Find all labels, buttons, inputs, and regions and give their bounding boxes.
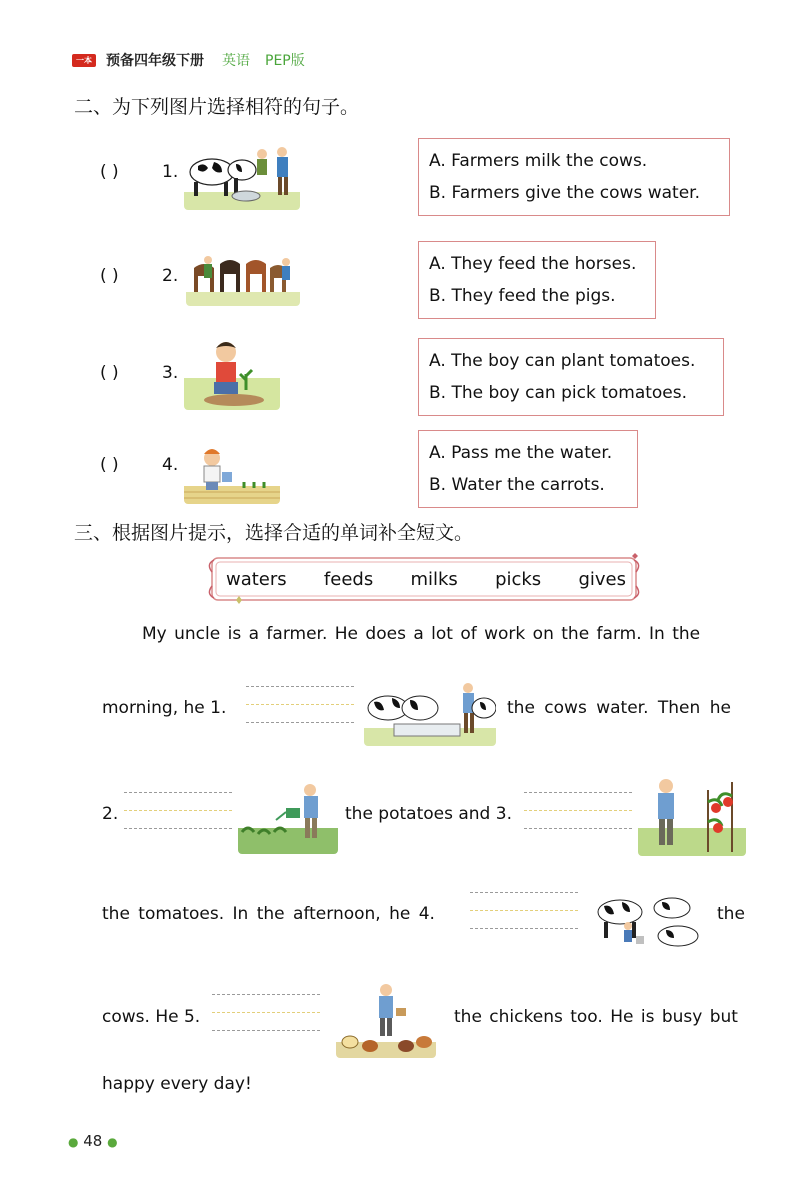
options-box-2 bbox=[418, 241, 656, 319]
passage-line-3b: the potatoes and 3. bbox=[345, 804, 512, 824]
word-bank bbox=[206, 552, 642, 606]
edition-label: PEP版 bbox=[265, 53, 305, 69]
blank-3[interactable] bbox=[524, 792, 632, 828]
blank-1[interactable] bbox=[246, 686, 354, 722]
blank-5[interactable] bbox=[212, 994, 320, 1030]
page-number bbox=[68, 1132, 118, 1150]
cows-water-scene-icon bbox=[184, 140, 300, 210]
options-box-4 bbox=[418, 430, 638, 508]
picking-tomatoes-scene-icon bbox=[638, 772, 746, 856]
cows-trough-scene-icon bbox=[364, 680, 496, 746]
option-1b[interactable]: B. Farmers give the cows water. bbox=[429, 183, 700, 203]
book-title: 预备四年级下册 bbox=[106, 53, 204, 69]
question-number-2: 2. bbox=[162, 266, 179, 286]
option-1a[interactable]: A. Farmers milk the cows. bbox=[429, 151, 648, 171]
answer-paren-4[interactable]: ( ) bbox=[100, 455, 119, 475]
blank-2[interactable] bbox=[124, 792, 232, 828]
passage-line-2b: the cows water. Then he bbox=[507, 698, 731, 718]
passage-line-5a: cows. He 5. bbox=[102, 1007, 201, 1027]
question-number-1: 1. bbox=[162, 162, 179, 182]
word-bank-item[interactable]: picks bbox=[495, 569, 542, 590]
answer-paren-1[interactable]: ( ) bbox=[100, 162, 119, 182]
dot-icon: ● bbox=[107, 1135, 118, 1149]
word-bank-words bbox=[226, 569, 626, 590]
passage-line-1: My uncle is a farmer. He does a lot of work on the farm. In the bbox=[142, 624, 701, 644]
word-bank-item[interactable]: feeds bbox=[323, 569, 374, 590]
passage-line-2a: morning, he 1. bbox=[102, 698, 227, 718]
option-4b[interactable]: B. Water the carrots. bbox=[429, 475, 605, 495]
passage-line-5b: the chickens too. He is busy but bbox=[454, 1007, 738, 1027]
milking-cows-scene-icon bbox=[592, 888, 704, 952]
option-2b[interactable]: B. They feed the pigs. bbox=[429, 286, 616, 306]
word-bank-item[interactable]: milks bbox=[410, 569, 458, 590]
watering-potatoes-scene-icon bbox=[238, 780, 338, 854]
boy-watering-carrots-icon bbox=[184, 442, 280, 504]
word-bank-item[interactable]: waters bbox=[226, 569, 287, 590]
answer-paren-3[interactable]: ( ) bbox=[100, 363, 119, 383]
options-box-1 bbox=[418, 138, 730, 216]
options-box-3 bbox=[418, 338, 724, 416]
passage-line-4b: the bbox=[717, 904, 745, 924]
horses-feeding-scene-icon bbox=[186, 250, 300, 306]
option-2a[interactable]: A. They feed the horses. bbox=[429, 254, 637, 274]
question-number-3: 3. bbox=[162, 363, 179, 383]
feeding-chickens-scene-icon bbox=[336, 980, 436, 1058]
option-3b[interactable]: B. The boy can pick tomatoes. bbox=[429, 383, 688, 403]
passage-line-6: happy every day! bbox=[102, 1074, 252, 1094]
dot-icon: ● bbox=[68, 1135, 79, 1149]
boy-planting-scene-icon bbox=[184, 334, 280, 410]
page-number-value: 48 bbox=[83, 1132, 103, 1150]
question-number-4: 4. bbox=[162, 455, 179, 475]
section-3-title: 三、根据图片提示，选择合适的单词补全短文。 bbox=[74, 522, 474, 544]
passage-line-4a: the tomatoes. In the afternoon, he 4. bbox=[102, 904, 435, 924]
blank-4[interactable] bbox=[470, 892, 578, 928]
word-bank-item[interactable]: gives bbox=[578, 569, 626, 590]
section-2-title: 二、为下列图片选择相符的句子。 bbox=[74, 96, 360, 118]
answer-paren-2[interactable]: ( ) bbox=[100, 266, 119, 286]
option-4a[interactable]: A. Pass me the water. bbox=[429, 443, 613, 463]
option-3a[interactable]: A. The boy can plant tomatoes. bbox=[429, 351, 696, 371]
passage-line-3a: 2. bbox=[102, 804, 119, 824]
brand-logo: 一本 bbox=[72, 54, 96, 67]
subject-label: 英语 bbox=[222, 53, 250, 69]
